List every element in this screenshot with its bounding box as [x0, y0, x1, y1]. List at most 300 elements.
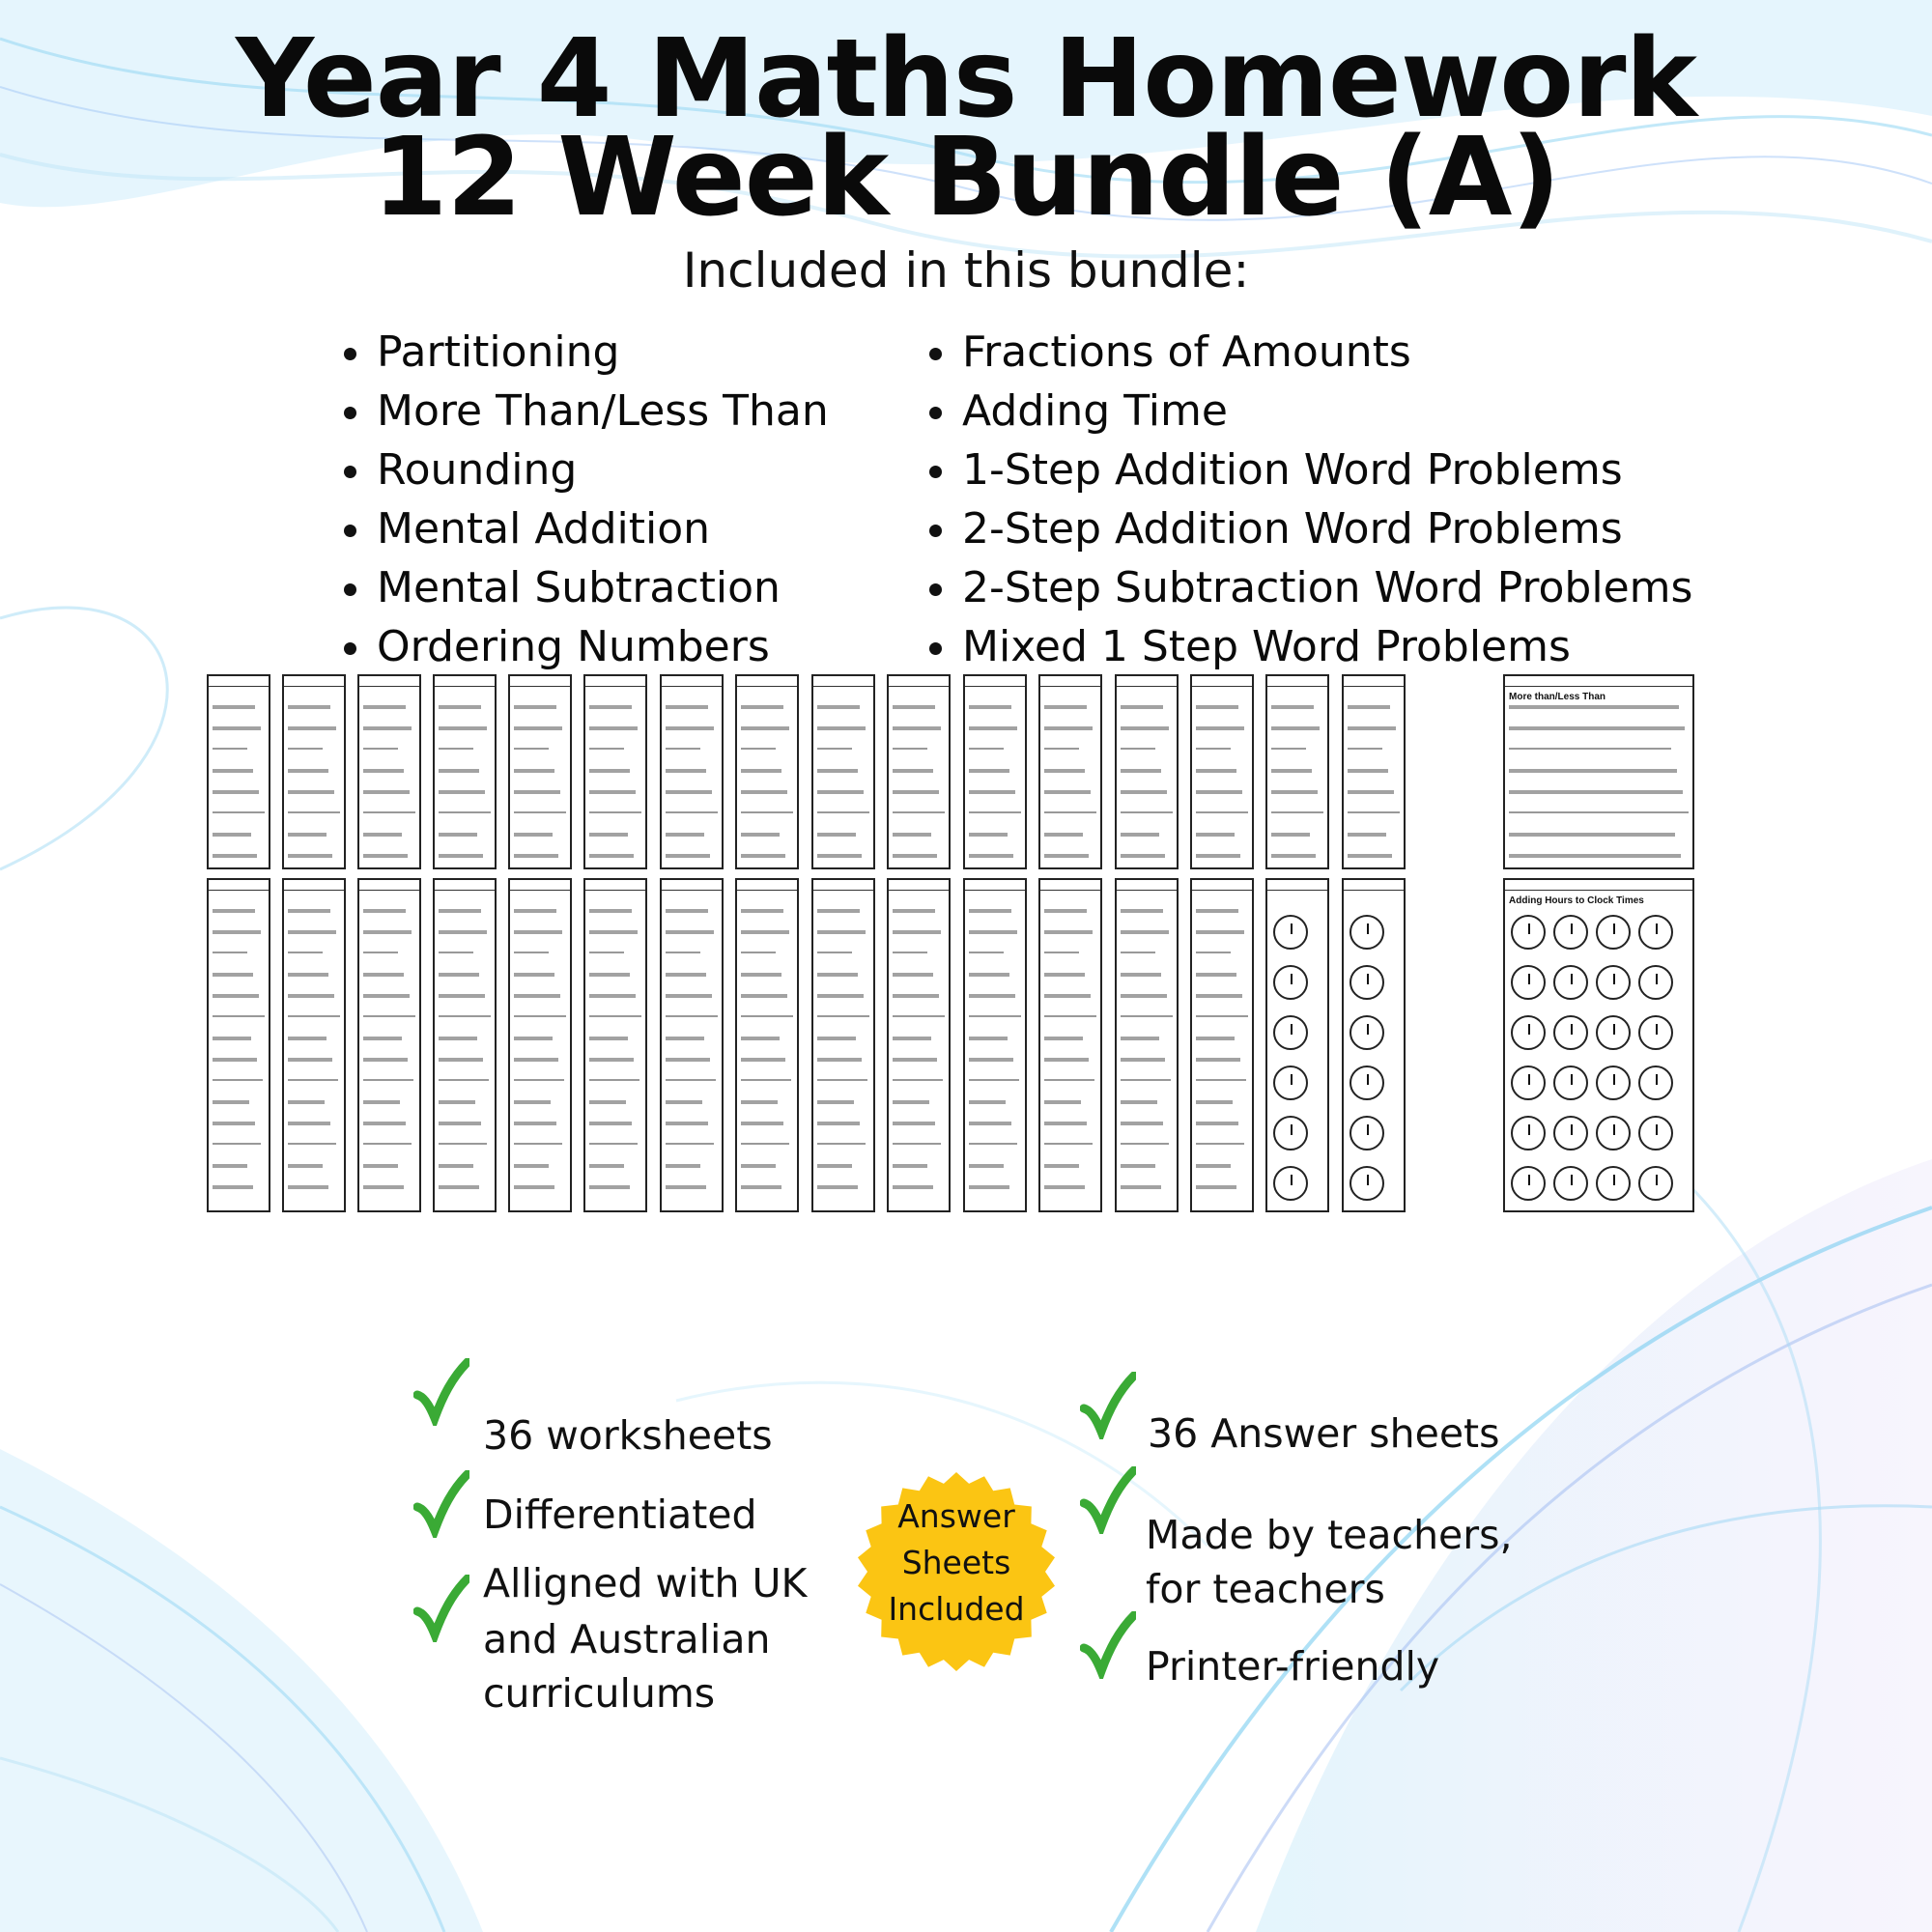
- worksheet-line: [589, 1185, 630, 1189]
- worksheet-line: [1196, 705, 1238, 709]
- worksheet-line: [1509, 748, 1671, 750]
- worksheet-line: [817, 994, 864, 998]
- worksheet-line: [213, 769, 253, 773]
- worksheet-line: [1121, 1037, 1159, 1040]
- worksheet-header: [1040, 676, 1100, 687]
- worksheet-line: [1121, 1164, 1155, 1168]
- worksheet-line: [363, 930, 412, 934]
- clock-icon: [1350, 965, 1384, 1000]
- worksheet-line: [213, 952, 247, 953]
- worksheet-line: [1044, 854, 1089, 858]
- worksheet-header: [737, 880, 797, 891]
- worksheet-line: [363, 1100, 400, 1104]
- worksheet-line: [439, 1058, 483, 1062]
- worksheet-thumbnail: [207, 674, 270, 869]
- topic-item: 1-Step Addition Word Problems: [923, 440, 1692, 499]
- worksheet-line: [363, 705, 406, 709]
- worksheet-line: [1044, 1100, 1081, 1104]
- worksheet-line: [589, 1100, 626, 1104]
- worksheet-line: [666, 854, 710, 858]
- worksheet-line: [1196, 748, 1231, 750]
- worksheet-line: [514, 909, 556, 913]
- worksheet-header: [209, 880, 269, 891]
- worksheet-line: [1121, 909, 1163, 913]
- worksheet-line: [288, 1100, 325, 1104]
- clock-icon: [1596, 965, 1631, 1000]
- worksheet-line: [969, 748, 1004, 750]
- worksheet-line: [1196, 726, 1244, 730]
- worksheet-line: [666, 1122, 708, 1125]
- worksheet-line: [969, 930, 1017, 934]
- worksheet-line: [1121, 952, 1155, 953]
- worksheet-line: [589, 909, 632, 913]
- worksheet-line: [817, 1079, 867, 1081]
- worksheet-line: [1348, 833, 1386, 837]
- worksheet-line: [893, 1058, 937, 1062]
- worksheet-thumbnail: [207, 878, 270, 1212]
- worksheet-line: [969, 994, 1015, 998]
- worksheet-line: [1271, 726, 1320, 730]
- worksheet-thumbnail: [660, 674, 724, 869]
- worksheet-header: [284, 676, 344, 687]
- worksheet-line: [439, 1185, 479, 1189]
- worksheet-line: [514, 952, 549, 953]
- clock-icon: [1638, 1116, 1673, 1151]
- worksheet-thumbnail: [1265, 674, 1329, 869]
- worksheet-header: [1117, 676, 1177, 687]
- worksheet-line: [893, 1122, 935, 1125]
- worksheet-line: [741, 1143, 789, 1145]
- worksheet-line: [1196, 1015, 1248, 1017]
- worksheet-line: [288, 973, 328, 977]
- topic-item: More Than/Less Than: [338, 382, 829, 440]
- clock-icon: [1511, 915, 1546, 950]
- worksheet-header: [1505, 676, 1692, 687]
- worksheet-line: [969, 1015, 1021, 1017]
- worksheet-thumbnail: [811, 878, 875, 1212]
- worksheet-line: [439, 811, 491, 813]
- worksheet-line: [363, 1122, 406, 1125]
- worksheet-line: [893, 790, 939, 794]
- clock-icon: [1596, 1166, 1631, 1201]
- worksheet-line: [817, 1143, 866, 1145]
- worksheet-thumbnail: [433, 674, 497, 869]
- worksheet-line: [666, 973, 706, 977]
- worksheet-line: [213, 790, 259, 794]
- worksheet-line: [213, 1058, 257, 1062]
- worksheet-line: [1196, 1079, 1246, 1081]
- worksheet-thumbnail: [1115, 674, 1179, 869]
- badge-text: [855, 1493, 1058, 1633]
- worksheet-header: [1505, 880, 1692, 891]
- worksheet-line: [969, 1164, 1004, 1168]
- feature-answer-sheets: 36 Answer sheets: [1148, 1410, 1500, 1457]
- worksheet-line: [969, 726, 1017, 730]
- worksheet-header: [1192, 676, 1252, 687]
- clock-icon: [1553, 915, 1588, 950]
- worksheet-line: [514, 930, 562, 934]
- worksheet-line: [589, 1058, 634, 1062]
- worksheet-header: [510, 880, 570, 891]
- worksheet-line: [589, 973, 630, 977]
- worksheet-line: [589, 994, 636, 998]
- worksheet-line: [666, 726, 714, 730]
- worksheet-line: [1509, 769, 1677, 773]
- worksheet-line: [439, 994, 485, 998]
- worksheet-line: [666, 994, 712, 998]
- worksheet-line: [741, 1164, 776, 1168]
- clock-icon: [1273, 1166, 1308, 1201]
- worksheet-line: [817, 833, 856, 837]
- worksheet-header: [965, 676, 1025, 687]
- worksheet-line: [1044, 1058, 1089, 1062]
- worksheet-line: [817, 1015, 869, 1017]
- worksheet-line: [1121, 705, 1163, 709]
- worksheet-line: [363, 1015, 415, 1017]
- worksheet-thumbnail: [357, 878, 421, 1212]
- worksheet-line: [213, 1015, 265, 1017]
- worksheet-line: [514, 811, 566, 813]
- worksheet-line: [1348, 790, 1394, 794]
- worksheet-line: [363, 769, 404, 773]
- worksheet-line: [741, 1122, 783, 1125]
- worksheet-line: [1196, 1185, 1236, 1189]
- worksheet-line: [1044, 1015, 1096, 1017]
- worksheet-header: [662, 880, 722, 891]
- worksheet-line: [288, 952, 323, 953]
- worksheet-line: [589, 1015, 641, 1017]
- worksheet-line: [741, 1058, 785, 1062]
- worksheet-line: [1271, 769, 1312, 773]
- worksheet-line: [213, 1122, 255, 1125]
- worksheet-header: [1344, 880, 1404, 891]
- worksheet-line: [1196, 854, 1240, 858]
- worksheet-line: [288, 994, 334, 998]
- worksheet-thumbnail: [1503, 878, 1694, 1212]
- worksheet-line: [439, 705, 481, 709]
- worksheet-thumbnail: [282, 878, 346, 1212]
- worksheet-line: [817, 726, 866, 730]
- worksheet-line: [213, 930, 261, 934]
- worksheet-line: [893, 930, 941, 934]
- clock-icon: [1596, 915, 1631, 950]
- worksheet-thumbnail: [735, 878, 799, 1212]
- worksheet-line: [213, 1079, 263, 1081]
- worksheet-line: [817, 748, 852, 750]
- worksheet-line: [969, 973, 1009, 977]
- worksheet-thumbnail: [1342, 674, 1406, 869]
- worksheet-header: [435, 676, 495, 687]
- worksheet-line: [893, 1185, 933, 1189]
- worksheet-line: [1121, 973, 1161, 977]
- worksheet-line: [893, 1037, 931, 1040]
- worksheet-line: [1044, 748, 1079, 750]
- worksheet-line: [1271, 833, 1310, 837]
- worksheet-line: [1271, 790, 1318, 794]
- worksheet-line: [213, 726, 261, 730]
- worksheet-header: [1344, 676, 1404, 687]
- worksheet-header: [662, 676, 722, 687]
- worksheet-line: [1196, 973, 1236, 977]
- worksheet-thumbnail: [1038, 674, 1102, 869]
- worksheet-line: [817, 909, 860, 913]
- feature-worksheets: 36 worksheets: [483, 1412, 773, 1459]
- worksheet-line: [741, 1079, 791, 1081]
- clock-icon: [1511, 1116, 1546, 1151]
- worksheet-line: [1348, 705, 1390, 709]
- clock-icon: [1273, 1065, 1308, 1100]
- clock-icon: [1350, 1116, 1384, 1151]
- worksheet-line: [817, 1058, 862, 1062]
- worksheet-line: [817, 854, 862, 858]
- worksheet-line: [1044, 909, 1087, 913]
- worksheet-line: [1271, 811, 1323, 813]
- checkmark-icon: [1080, 1372, 1136, 1439]
- clock-icon: [1350, 1166, 1384, 1201]
- worksheet-line: [363, 1079, 413, 1081]
- badge-line: Included: [888, 1590, 1025, 1628]
- worksheet-line: [439, 1122, 481, 1125]
- worksheet-line: [213, 854, 257, 858]
- worksheet-thumbnail: [887, 878, 951, 1212]
- worksheet-line: [363, 790, 410, 794]
- clock-icon: [1596, 1116, 1631, 1151]
- clock-icon: [1553, 1015, 1588, 1050]
- worksheet-line: [363, 973, 404, 977]
- worksheet-line: [589, 952, 624, 953]
- worksheet-line: [1121, 1122, 1163, 1125]
- worksheet-line: [288, 1015, 340, 1017]
- worksheet-line: [363, 1185, 404, 1189]
- worksheet-line: [969, 833, 1008, 837]
- worksheet-line: [589, 1143, 638, 1145]
- clock-icon: [1638, 1015, 1673, 1050]
- worksheet-line: [439, 769, 479, 773]
- worksheet-line: [589, 705, 632, 709]
- worksheet-line: [1044, 811, 1096, 813]
- worksheet-header: [1040, 880, 1100, 891]
- worksheet-line: [741, 854, 785, 858]
- worksheet-line: [969, 1122, 1011, 1125]
- worksheet-line: [817, 1037, 856, 1040]
- topic-item: 2-Step Subtraction Word Problems: [923, 558, 1692, 617]
- worksheet-line: [363, 909, 406, 913]
- worksheet-header: [1117, 880, 1177, 891]
- worksheet-thumbnail: [508, 878, 572, 1212]
- worksheet-thumbnail: [660, 878, 724, 1212]
- worksheet-line: [1044, 1185, 1085, 1189]
- topic-item: 2-Step Addition Word Problems: [923, 499, 1692, 558]
- worksheet-line: [741, 1185, 781, 1189]
- feature-made-by-teachers-line-2: for teachers: [1146, 1566, 1385, 1612]
- worksheet-line: [1271, 748, 1306, 750]
- clock-icon: [1511, 965, 1546, 1000]
- worksheet-header: [1267, 676, 1327, 687]
- worksheet-thumbnail: [735, 674, 799, 869]
- worksheet-line: [1509, 833, 1675, 837]
- worksheet-line: [893, 748, 927, 750]
- worksheet-line: [439, 952, 473, 953]
- worksheet-line: [1121, 1079, 1171, 1081]
- worksheet-thumbnail: [583, 674, 647, 869]
- badge-line: Sheets: [901, 1544, 1011, 1581]
- worksheet-thumbnail: [1115, 878, 1179, 1212]
- worksheet-line: [741, 790, 787, 794]
- worksheet-line: [1196, 1164, 1231, 1168]
- worksheet-line: [288, 790, 334, 794]
- worksheet-line: [1196, 994, 1242, 998]
- worksheet-thumbnail: [963, 878, 1027, 1212]
- checkmark-icon: [413, 1358, 469, 1426]
- worksheet-line: [666, 790, 712, 794]
- worksheet-line: [1271, 854, 1316, 858]
- worksheet-line: [1044, 973, 1085, 977]
- worksheet-line: [1121, 1185, 1161, 1189]
- worksheet-line: [1348, 811, 1400, 813]
- topic-item: Rounding: [338, 440, 829, 499]
- worksheet-line: [666, 748, 700, 750]
- worksheet-line: [288, 1079, 338, 1081]
- worksheet-line: [288, 1037, 327, 1040]
- worksheet-line: [893, 705, 935, 709]
- worksheet-line: [1509, 790, 1683, 794]
- worksheet-line: [741, 1037, 780, 1040]
- clock-icon: [1350, 1065, 1384, 1100]
- worksheet-line: [741, 994, 787, 998]
- worksheet-line: [589, 790, 636, 794]
- worksheet-line: [817, 973, 858, 977]
- worksheet-line: [666, 1100, 702, 1104]
- worksheet-thumbnail: [963, 674, 1027, 869]
- worksheet-line: [213, 909, 255, 913]
- worksheet-line: [213, 1143, 261, 1145]
- worksheet-line: [666, 833, 704, 837]
- worksheet-thumbnail: [1190, 674, 1254, 869]
- worksheet-line: [589, 930, 638, 934]
- worksheet-line: [589, 726, 638, 730]
- worksheet-line: [363, 1037, 402, 1040]
- worksheet-line: [439, 1079, 489, 1081]
- worksheet-line: [288, 909, 330, 913]
- worksheet-line: [589, 1079, 639, 1081]
- topic-item: Mental Addition: [338, 499, 829, 558]
- worksheet-line: [1196, 909, 1238, 913]
- worksheet-line: [1121, 854, 1165, 858]
- worksheet-line: [817, 790, 864, 794]
- worksheet-line: [1044, 930, 1093, 934]
- worksheet-line: [514, 1143, 562, 1145]
- worksheet-line: [741, 930, 789, 934]
- worksheet-line: [288, 769, 328, 773]
- worksheet-thumbnail: [811, 674, 875, 869]
- worksheet-header: [1267, 880, 1327, 891]
- worksheet-line: [1121, 1143, 1169, 1145]
- worksheet-line: [666, 930, 714, 934]
- worksheet-line: [969, 1058, 1013, 1062]
- worksheet-line: [1121, 1100, 1157, 1104]
- worksheet-line: [1196, 833, 1235, 837]
- worksheet-line: [1196, 1122, 1238, 1125]
- worksheet-line: [213, 994, 259, 998]
- worksheet-line: [514, 833, 553, 837]
- worksheet-header: [209, 676, 269, 687]
- worksheet-line: [213, 1164, 247, 1168]
- feature-aligned-line-1: Alligned with UK: [483, 1560, 808, 1606]
- worksheet-thumbnail: [433, 878, 497, 1212]
- worksheet-line: [439, 909, 481, 913]
- worksheet-line: [514, 854, 558, 858]
- worksheet-line: [439, 1100, 475, 1104]
- worksheet-line: [1348, 748, 1382, 750]
- worksheet-line: [969, 1100, 1006, 1104]
- worksheet-title: Adding Hours to Clock Times: [1509, 895, 1644, 906]
- worksheet-line: [666, 1143, 714, 1145]
- topic-item: Mixed 1 Step Word Problems: [923, 617, 1692, 676]
- worksheet-line: [288, 1185, 328, 1189]
- worksheet-thumbnail: [1038, 878, 1102, 1212]
- worksheet-line: [969, 909, 1011, 913]
- worksheet-line: [288, 833, 327, 837]
- worksheet-line: [1196, 790, 1242, 794]
- worksheet-line: [741, 726, 789, 730]
- worksheet-line: [1044, 1143, 1093, 1145]
- page-title-line-2: 12 Week Bundle (A): [372, 115, 1560, 241]
- worksheet-thumbnail: [1342, 878, 1406, 1212]
- worksheet-header: [889, 880, 949, 891]
- worksheet-line: [514, 1100, 551, 1104]
- worksheet-line: [893, 811, 945, 813]
- worksheet-line: [589, 769, 630, 773]
- page-title-line-1: Year 4 Maths Homework: [236, 16, 1696, 142]
- badge-line: Answer: [897, 1497, 1015, 1535]
- worksheet-line: [893, 1164, 927, 1168]
- worksheet-line: [666, 1015, 718, 1017]
- worksheet-line: [439, 748, 473, 750]
- worksheet-line: [288, 705, 330, 709]
- worksheet-line: [1196, 1037, 1235, 1040]
- clock-icon: [1553, 1065, 1588, 1100]
- worksheet-line: [514, 790, 560, 794]
- worksheet-line: [666, 1079, 716, 1081]
- worksheet-line: [741, 833, 780, 837]
- worksheet-thumbnail: [357, 674, 421, 869]
- worksheet-line: [589, 748, 624, 750]
- worksheet-line: [514, 748, 549, 750]
- worksheet-line: [1348, 854, 1392, 858]
- clock-icon: [1273, 965, 1308, 1000]
- worksheet-line: [1044, 769, 1085, 773]
- worksheet-line: [741, 1100, 778, 1104]
- worksheet-title: More than/Less Than: [1509, 692, 1606, 702]
- worksheet-line: [439, 1015, 491, 1017]
- worksheet-line: [288, 1164, 323, 1168]
- worksheet-line: [666, 1058, 710, 1062]
- worksheet-line: [893, 726, 941, 730]
- worksheet-line: [1196, 952, 1231, 953]
- clock-icon: [1596, 1065, 1631, 1100]
- worksheet-line: [741, 705, 783, 709]
- worksheet-line: [439, 1164, 473, 1168]
- worksheet-header: [813, 880, 873, 891]
- worksheet-thumbnail: [508, 674, 572, 869]
- checkmark-icon: [1080, 1611, 1136, 1679]
- worksheet-line: [213, 748, 247, 750]
- clock-icon: [1596, 1015, 1631, 1050]
- worksheet-line: [893, 952, 927, 953]
- clock-icon: [1638, 965, 1673, 1000]
- worksheet-line: [1121, 811, 1173, 813]
- worksheet-line: [288, 726, 336, 730]
